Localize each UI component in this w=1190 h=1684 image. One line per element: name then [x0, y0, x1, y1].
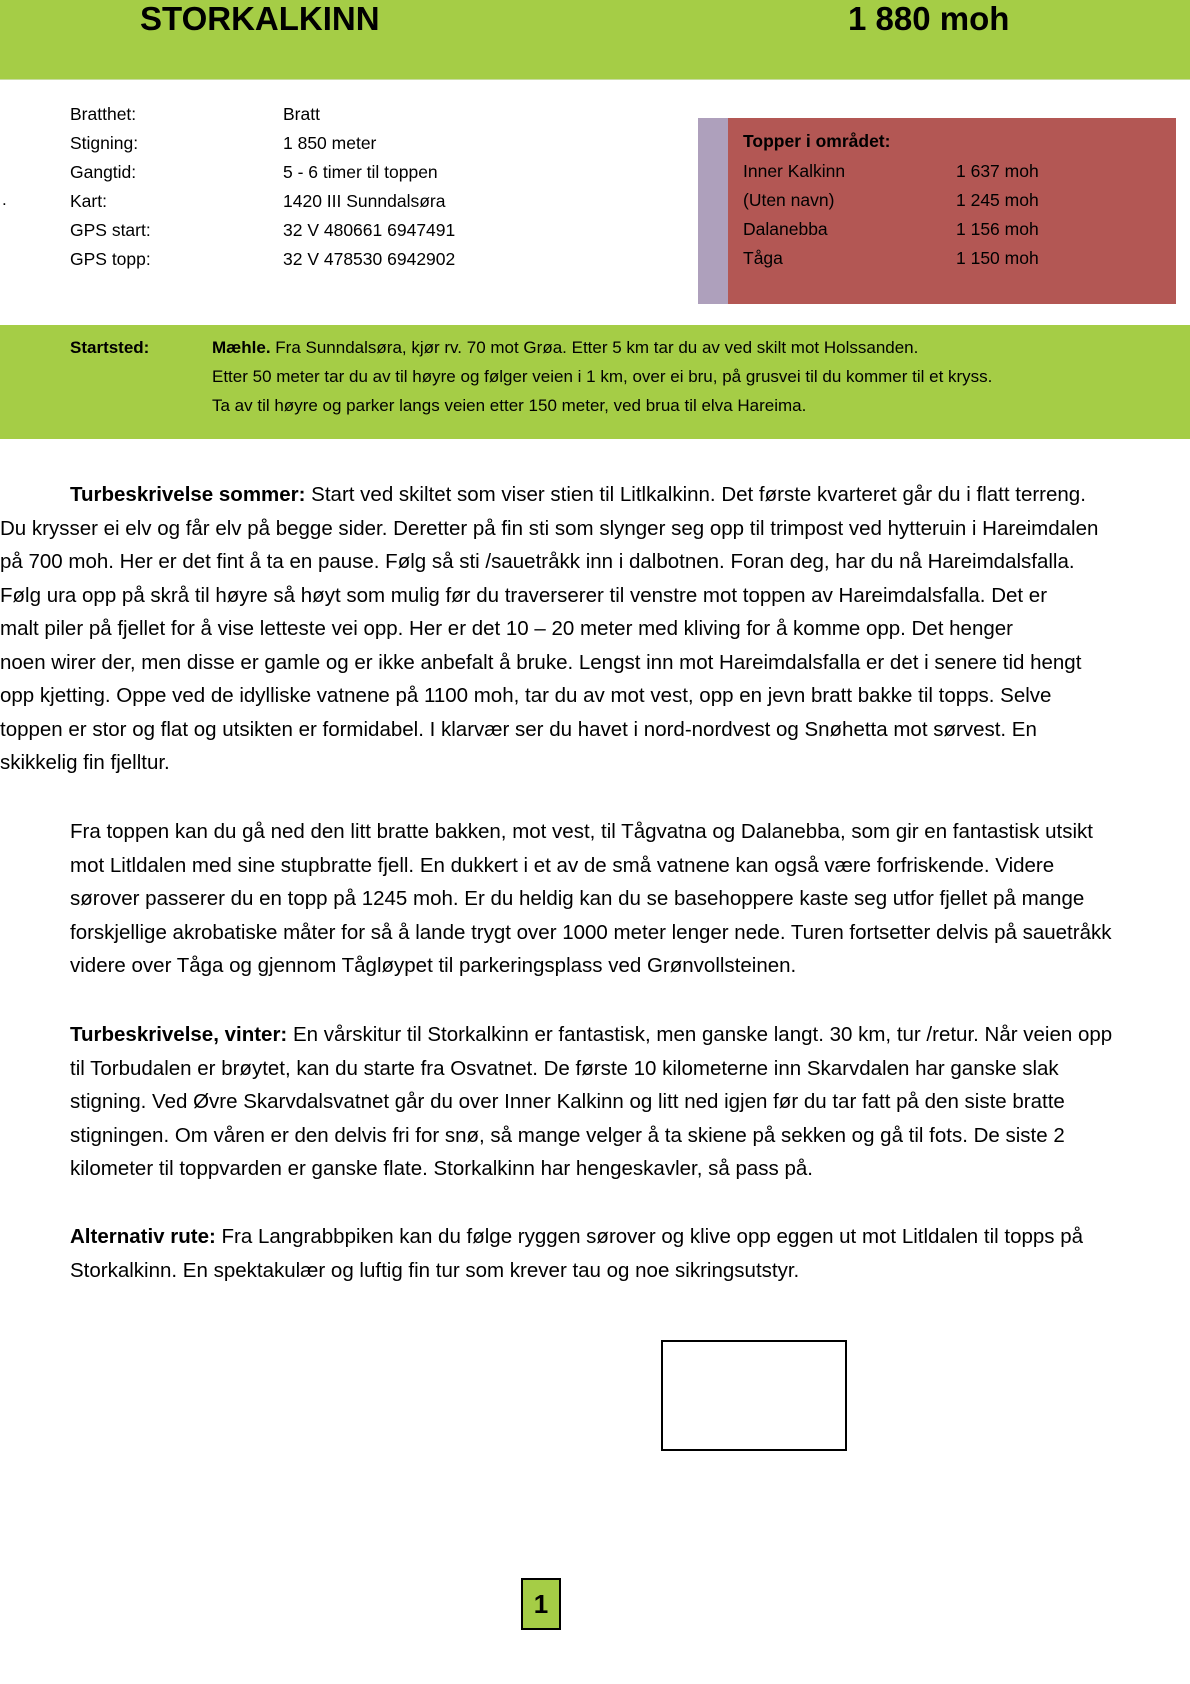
nearby-peaks-box: [728, 118, 1176, 304]
text-line: Fra toppen kan du gå ned den litt bratte bakken, mot vest, til Tågvatna og Dalanebba, som gir en fantastisk utsikt: [70, 820, 1093, 843]
start-location-box: [0, 325, 1190, 439]
peak-height: 1 156 moh: [956, 219, 1039, 239]
info-label: GPS start:: [70, 220, 151, 240]
text-line: til Torbudalen er brøytet, kan du starte fra Osvatnet. De første 10 kilometerne inn Skarvdalen har ganske slak: [70, 1056, 1059, 1080]
text-line: Alternativ rute: Fra Langrabbpiken kan du følge ryggen sørover og klive opp eggen ut mot Litldalen til topps på: [70, 1225, 1084, 1248]
info-label: Kart:: [70, 191, 107, 211]
text-line: Du krysser ei elv og får elv på begge sider. Deretter på fin sti som slynger seg opp til trimpost ved hytteruin i Hareimdalen: [0, 516, 1099, 540]
descent-description: [70, 815, 1188, 983]
start-place: Mæhle.: [212, 338, 271, 357]
text-line: Følg ura opp på skrå til høyre så høyt som mulig før du traverserer til venstre mot toppen av Hareimdalsfalla. Det er: [0, 583, 1048, 607]
info-label: GPS topp:: [70, 249, 151, 269]
page-title: STORKALKINN: [140, 0, 380, 37]
empty-image-frame: [661, 1340, 847, 1451]
text-line: mot Litldalen med sine stupbratte fjell. En dukkert i et av de små vatnene kan også være forfriskende. Videre: [70, 853, 1055, 877]
winter-heading: Turbeskrivelse, vinter:: [70, 1023, 288, 1046]
text-line: opp kjetting. Oppe ved de idylliske vatnene på 1100 moh, tar du av mot vest, opp en jevn bratt bakke til topps. Selve: [0, 684, 1052, 707]
text-line: stigningen. Om våren er den delvis fri for snø, så mange velger å ta skiene på sekken og gå til fots. De siste 2: [70, 1123, 1065, 1147]
text-line: toppen er stor og flat og utsikten er formidabel. I klarvær ser du havet i nord-nordvest og Snøhetta mot sørvest. En: [0, 717, 1037, 741]
text-line: malt piler på fjellet for å vise letteste vei opp. Her er det 10 – 20 meter med kliving for å komme opp. Det henger: [0, 617, 1013, 640]
peak-name: (Uten navn): [743, 190, 835, 210]
summit-height: 1 880 moh: [848, 0, 1010, 37]
page-number: 1: [521, 1578, 561, 1630]
info-value: Bratt: [283, 104, 320, 124]
info-value: 5 - 6 timer til toppen: [283, 162, 438, 182]
start-line: [212, 338, 918, 358]
summer-description: [0, 478, 1190, 780]
stray-dot: .: [2, 190, 7, 209]
start-label: Startsted:: [70, 338, 150, 357]
text-line: Turbeskrivelse sommer: Start ved skiltet som viser stien til Litlkalkinn. Det første kvarteret går du i flatt terreng.: [70, 483, 1086, 506]
text-line: noen wirer der, men disse er gamle og er ikke anbefalt å bruke. Lengst inn mot Hareimdalsfalla er det i senere tid hengt: [0, 650, 1082, 674]
alternative-heading: Alternativ rute:: [70, 1225, 216, 1248]
peak-height: 1 245 moh: [956, 190, 1039, 210]
info-value: 1 850 meter: [283, 133, 377, 153]
peaks-accent-bar: [698, 118, 728, 304]
text-line: Storkalkinn. En spektakulær og luftig fin tur som krever tau og noe sikringsutstyr.: [70, 1258, 800, 1282]
info-value: 1420 III Sunndalsøra: [283, 191, 446, 211]
text-line: på 700 moh. Her er det fint å ta en pause. Følg så sti /sauetråkk inn i dalbotnen. Foran deg, har du nå Hareimdalsfalla.: [0, 550, 1075, 573]
winter-description: [70, 1018, 1188, 1186]
info-label: Gangtid:: [70, 162, 137, 182]
alternative-route: [70, 1220, 1188, 1287]
info-value: 32 V 478530 6942902: [283, 249, 456, 269]
text-line: forskjellige akrobatiske måter for så å lande trygt over 1000 meter lenger nede. Turen fortsetter delvis på sauetråkk: [70, 920, 1112, 944]
peak-height: 1 150 moh: [956, 248, 1039, 268]
text-line: stigning. Ved Øvre Skarvdalsvatnet går du over Inner Kalkinn og litt ned igjen før du tar fatt på den siste bratte: [70, 1090, 1065, 1113]
text-line: Turbeskrivelse, vinter: En vårskitur til Storkalkinn er fantastisk, men ganske langt. 30 km, tur /retur. Når veien opp: [70, 1023, 1113, 1046]
start-line: Ta av til høyre og parker langs veien etter 150 meter, ved brua til elva Hareima.: [212, 396, 807, 415]
peak-name: Tåga: [743, 248, 783, 268]
start-text: Fra Sunndalsøra, kjør rv. 70 mot Grøa. Etter 5 km tar du av ved skilt mot Holssanden.: [270, 338, 919, 357]
summer-heading: Turbeskrivelse sommer:: [70, 483, 306, 506]
info-label: Bratthet:: [70, 104, 137, 124]
header-bar: [0, 0, 1190, 80]
info-value: 32 V 480661 6947491: [283, 220, 456, 240]
peak-name: Dalanebba: [743, 219, 828, 239]
peaks-title: Topper i området:: [743, 131, 891, 151]
text-line: kilometer til toppvarden er ganske flate. Storkalkinn har hengeskavler, så pass på.: [70, 1157, 813, 1180]
peak-name: Inner Kalkinn: [743, 161, 846, 181]
text-line: skikkelig fin fjelltur.: [0, 751, 170, 774]
info-label: Stigning:: [70, 133, 139, 153]
text-line: videre over Tåga og gjennom Tågløypet til parkeringsplass ved Grønvollsteinen.: [70, 954, 797, 977]
text-line: sørover passerer du en topp på 1245 moh. Er du heldig kan du se basehoppere kaste seg utfor fjellet på mange: [70, 887, 1085, 910]
peak-height: 1 637 moh: [956, 161, 1039, 181]
start-line: Etter 50 meter tar du av til høyre og følger veien i 1 km, over ei bru, på grusvei til du kommer til et kryss.: [212, 367, 993, 386]
